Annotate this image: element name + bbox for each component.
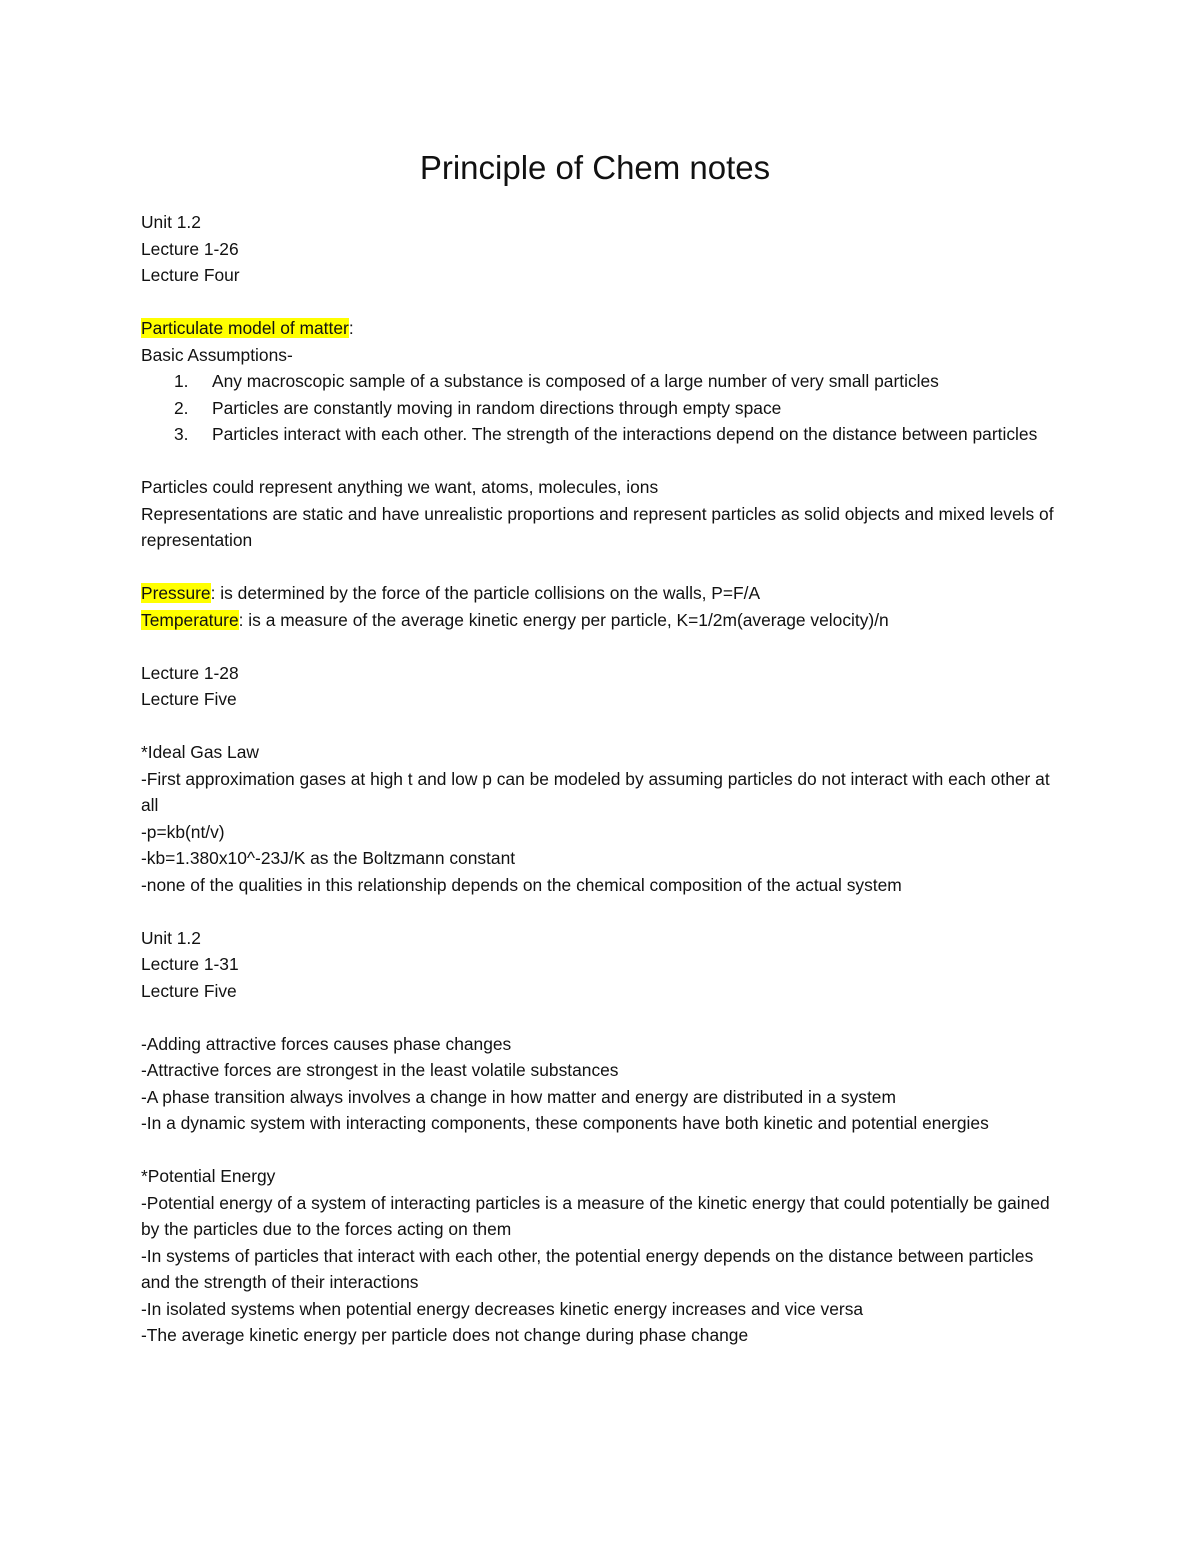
list-number: 3. — [174, 424, 189, 444]
paragraph: -p=kb(nt/v) — [141, 821, 225, 842]
list-item-text: Any macroscopic sample of a substance is composed of a large number of very small particles — [212, 371, 939, 391]
list-number: 2. — [174, 397, 189, 418]
highlighted-term: Temperature — [141, 609, 239, 630]
definition-text: : is determined by the force of the particle collisions on the walls, P=F/A — [210, 583, 761, 603]
paragraph: -In a dynamic system with interacting components, these components have both kinetic and potential energies — [141, 1113, 989, 1133]
paragraph: Representations are static and have unrealistic proportions and represent particles as solid objects and mixed levels of representation — [141, 503, 1054, 550]
paragraph: -kb=1.380x10^-23J/K as the Boltzmann constant — [141, 848, 516, 868]
section-heading: *Potential Energy — [141, 1166, 276, 1186]
paragraph: -First approximation gases at high t and low p can be modeled by assuming particles do not interact with each other at all — [141, 768, 1050, 815]
spacer — [141, 289, 1061, 316]
list-item — [141, 368, 1061, 395]
paragraph: -The average kinetic energy per particle does not change during phase change — [141, 1325, 749, 1345]
definition-text: : is a measure of the average kinetic energy per particle, K=1/2m(average velocity)/n — [238, 609, 889, 630]
paragraph: -In isolated systems when potential energy decreases kinetic energy increases and vice versa — [141, 1298, 864, 1319]
unit-label: Unit 1.2 — [141, 927, 201, 948]
document-body — [141, 209, 1061, 1349]
paragraph: -Attractive forces are strongest in the least volatile substances — [141, 1060, 619, 1080]
list-number: 1. — [174, 371, 189, 391]
highlighted-term: Pressure — [141, 583, 211, 603]
lecture-name: Lecture Five — [141, 980, 237, 1001]
assumptions-list — [141, 368, 1061, 448]
paragraph: -none of the qualities in this relationship depends on the chemical composition of the actual system — [141, 874, 902, 895]
paragraph: -Adding attractive forces causes phase changes — [141, 1033, 512, 1054]
highlighted-heading: Particulate model of matter — [141, 318, 349, 338]
document-title: Principle of Chem notes — [419, 149, 771, 186]
spacer — [141, 448, 1061, 475]
lecture-date: Lecture 1-26 — [141, 238, 239, 259]
section-heading: *Ideal Gas Law — [141, 742, 259, 762]
definition-pressure — [141, 580, 1061, 607]
list-item — [141, 395, 1061, 422]
spacer — [141, 633, 1061, 660]
lecture-name: Lecture Four — [141, 265, 240, 285]
lecture-date: Lecture 1-28 — [141, 662, 239, 683]
lecture-date: Lecture 1-31 — [141, 954, 239, 974]
spacer — [141, 1004, 1061, 1031]
spacer — [141, 713, 1061, 740]
spacer — [141, 1137, 1061, 1164]
paragraph: -In systems of particles that interact with each other, the potential energy depends on the distance between particles and the strength of their interactions — [141, 1245, 1034, 1292]
spacer — [141, 554, 1061, 581]
section-heading — [141, 315, 1061, 342]
unit-label: Unit 1.2 — [141, 212, 201, 232]
subheading: Basic Assumptions- — [141, 344, 293, 365]
heading-suffix: : — [348, 318, 354, 338]
list-item-text: Particles interact with each other. The strength of the interactions depend on the distance between particles — [212, 424, 1038, 444]
definition-temperature — [141, 607, 1061, 634]
paragraph: -Potential energy of a system of interacting particles is a measure of the kinetic energy that could potentially be gained by the particles due to the forces acting on them — [141, 1192, 1050, 1239]
lecture-name: Lecture Five — [141, 689, 237, 709]
paragraph: Particles could represent anything we want, atoms, molecules, ions — [141, 477, 659, 497]
paragraph: -A phase transition always involves a change in how matter and energy are distributed in a system — [141, 1086, 896, 1107]
list-item — [141, 421, 1061, 448]
list-item-text: Particles are constantly moving in random directions through empty space — [212, 397, 782, 418]
spacer — [141, 898, 1061, 925]
